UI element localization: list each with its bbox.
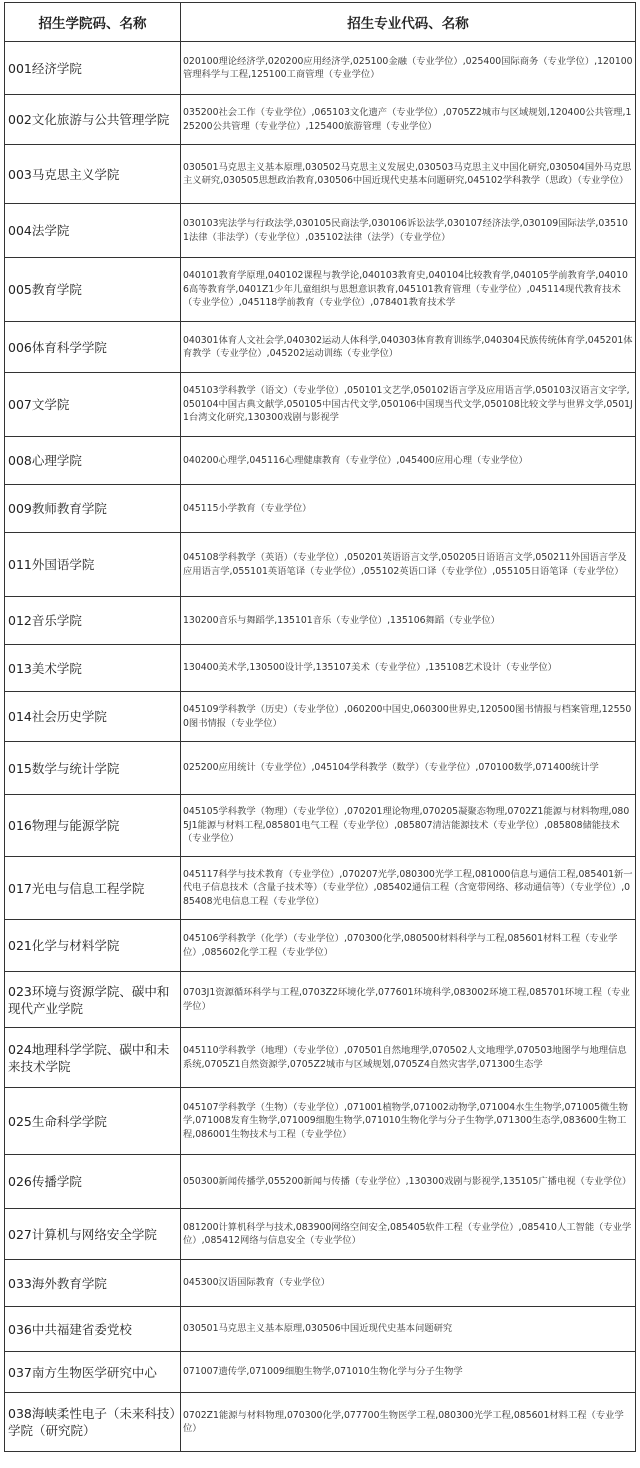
major-list: 045105学科教学（物理）（专业学位）,070201理论物理,070205凝聚态物理,0702Z1能源与材料物理,0805J1能源与材料工程,085801电气工程（专业学位）,085807清洁能源技术（专业学位）,085808储能技术（专业学位） — [181, 795, 636, 857]
table-row — [5, 1209, 636, 1260]
major-list: 045103学科教学（语文）（专业学位）,050101文艺学,050102语言学及应用语言学,050103汉语言文字学,050104中国古典文献学,050105中国古代文学,050106中国现当代文学,050108比较文学与世界文学,0501J1台湾文化研究,130300戏剧与影视学 — [181, 373, 636, 437]
school-name: 016物理与能源学院 — [5, 795, 181, 857]
table-row — [5, 597, 636, 645]
major-list: 020100理论经济学,020200应用经济学,025100金融（专业学位）,025400国际商务（专业学位）,120100管理科学与工程,125100工商管理（专业学位） — [181, 42, 636, 95]
school-name: 004法学院 — [5, 204, 181, 258]
table-row — [5, 373, 636, 437]
table-row — [5, 972, 636, 1028]
school-name: 038海峡柔性电子（未来科技）学院（研究院） — [5, 1393, 181, 1452]
school-name: 024地理科学学院、碳中和未来技术学院 — [5, 1028, 181, 1088]
major-list: 045108学科教学（英语）（专业学位）,050201英语语言文学,050205日语语言文学,050211外国语言学及应用语言学,055101英语笔译（专业学位）,055102英语口译（专业学位）,055105日语笔译（专业学位） — [181, 533, 636, 597]
school-name: 001经济学院 — [5, 42, 181, 95]
school-name: 012音乐学院 — [5, 597, 181, 645]
table-row — [5, 145, 636, 204]
table-row — [5, 1393, 636, 1452]
table-row — [5, 322, 636, 373]
major-list: 045109学科教学（历史）（专业学位）,060200中国史,060300世界史,120500图书情报与档案管理,125500图书情报（专业学位） — [181, 692, 636, 742]
major-list: 045110学科教学（地理）（专业学位）,070501自然地理学,070502人文地理学,070503地图学与地理信息系统,0705Z1自然资源学,0705Z2城市与区域规划,0705Z4自然灾害学,071300生态学 — [181, 1028, 636, 1088]
table-row — [5, 857, 636, 920]
table-row — [5, 437, 636, 485]
major-list: 035200社会工作（专业学位）,065103文化遗产（专业学位）,0705Z2城市与区域规划,120400公共管理,125200公共管理（专业学位）,125400旅游管理（专业学位） — [181, 95, 636, 145]
table-row — [5, 1028, 636, 1088]
header-majors: 招生专业代码、名称 — [181, 3, 636, 42]
table-row — [5, 1352, 636, 1393]
school-name: 025生命科学学院 — [5, 1088, 181, 1155]
table-row — [5, 95, 636, 145]
major-list: 081200计算机科学与技术,083900网络空间安全,085405软件工程（专业学位）,085410人工智能（专业学位）,085412网络与信息安全（专业学位） — [181, 1209, 636, 1260]
table-row — [5, 485, 636, 533]
school-name: 008心理学院 — [5, 437, 181, 485]
school-name: 021化学与材料学院 — [5, 920, 181, 972]
major-list: 0702Z1能源与材料物理,070300化学,077700生物医学工程,080300光学工程,085601材料工程（专业学位） — [181, 1393, 636, 1452]
school-name: 002文化旅游与公共管理学院 — [5, 95, 181, 145]
major-list: 040301体育人文社会学,040302运动人体科学,040303体育教育训练学,040304民族传统体育学,045201体育教学（专业学位）,045202运动训练（专业学位） — [181, 322, 636, 373]
table-row — [5, 645, 636, 692]
major-list: 045115小学教育（专业学位） — [181, 485, 636, 533]
table-header-row — [5, 3, 636, 42]
school-name: 023环境与资源学院、碳中和现代产业学院 — [5, 972, 181, 1028]
school-name: 037南方生物医学研究中心 — [5, 1352, 181, 1393]
major-list: 030103宪法学与行政法学,030105民商法学,030106诉讼法学,030107经济法学,030109国际法学,035101法律（非法学）（专业学位）,035102法律（法学）（专业学位） — [181, 204, 636, 258]
table-row — [5, 533, 636, 597]
major-list: 045300汉语国际教育（专业学位） — [181, 1260, 636, 1307]
school-name: 013美术学院 — [5, 645, 181, 692]
major-list: 0703J1资源循环科学与工程,0703Z2环境化学,077601环境科学,083002环境工程,085701环境工程（专业学位） — [181, 972, 636, 1028]
school-name: 027计算机与网络安全学院 — [5, 1209, 181, 1260]
school-name: 015数学与统计学院 — [5, 742, 181, 795]
table-row — [5, 1088, 636, 1155]
school-name: 014社会历史学院 — [5, 692, 181, 742]
major-list: 040200心理学,045116心理健康教育（专业学位）,045400应用心理（专业学位） — [181, 437, 636, 485]
school-name: 017光电与信息工程学院 — [5, 857, 181, 920]
table-row — [5, 1307, 636, 1352]
major-list: 130400美术学,130500设计学,135107美术（专业学位）,135108艺术设计（专业学位） — [181, 645, 636, 692]
table-row — [5, 742, 636, 795]
school-name: 007文学院 — [5, 373, 181, 437]
admissions-table — [4, 2, 636, 1452]
major-list: 030501马克思主义基本原理,030502马克思主义发展史,030503马克思主义中国化研究,030504国外马克思主义研究,030505思想政治教育,030506中国近现代史基本问题研究,045102学科教学（思政）（专业学位） — [181, 145, 636, 204]
table-row — [5, 258, 636, 322]
table-row — [5, 795, 636, 857]
major-list: 030501马克思主义基本原理,030506中国近现代史基本问题研究 — [181, 1307, 636, 1352]
header-school: 招生学院码、名称 — [5, 3, 181, 42]
major-list: 130200音乐与舞蹈学,135101音乐（专业学位）,135106舞蹈（专业学位） — [181, 597, 636, 645]
table-row — [5, 42, 636, 95]
school-name: 006体育科学学院 — [5, 322, 181, 373]
school-name: 026传播学院 — [5, 1155, 181, 1209]
school-name: 003马克思主义学院 — [5, 145, 181, 204]
school-name: 036中共福建省委党校 — [5, 1307, 181, 1352]
major-list: 045107学科教学（生物）（专业学位）,071001植物学,071002动物学,071004水生生物学,071005微生物学,071008发育生物学,071009细胞生物学,071010生物化学与分子生物学,071300生态学,083600生物工程,086001生物技术与工程（专业学位） — [181, 1088, 636, 1155]
school-name: 009教师教育学院 — [5, 485, 181, 533]
major-list: 071007遗传学,071009细胞生物学,071010生物化学与分子生物学 — [181, 1352, 636, 1393]
table-row — [5, 920, 636, 972]
major-list: 045106学科教学（化学）（专业学位）,070300化学,080500材料科学与工程,085601材料工程（专业学位）,085602化学工程（专业学位） — [181, 920, 636, 972]
table-row — [5, 1260, 636, 1307]
table-row — [5, 692, 636, 742]
major-list: 025200应用统计（专业学位）,045104学科教学（数学）（专业学位）,070100数学,071400统计学 — [181, 742, 636, 795]
major-list: 050300新闻传播学,055200新闻与传播（专业学位）,130300戏剧与影视学,135105广播电视（专业学位） — [181, 1155, 636, 1209]
table-row — [5, 1155, 636, 1209]
major-list: 040101教育学原理,040102课程与教学论,040103教育史,040104比较教育学,040105学前教育学,040106高等教育学,0401Z1少年儿童组织与思想意识教育,045101教育管理（专业学位）,045114现代教育技术（专业学位）,045118学前教育（专业学位）,078401教育技术学 — [181, 258, 636, 322]
school-name: 011外国语学院 — [5, 533, 181, 597]
school-name: 005教育学院 — [5, 258, 181, 322]
school-name: 033海外教育学院 — [5, 1260, 181, 1307]
major-list: 045117科学与技术教育（专业学位）,070207光学,080300光学工程,081000信息与通信工程,085401新一代电子信息技术（含量子技术等）（专业学位）,085402通信工程（含宽带网络、移动通信等）（专业学位）,085408光电信息工程（专业学位） — [181, 857, 636, 920]
table-row — [5, 204, 636, 258]
